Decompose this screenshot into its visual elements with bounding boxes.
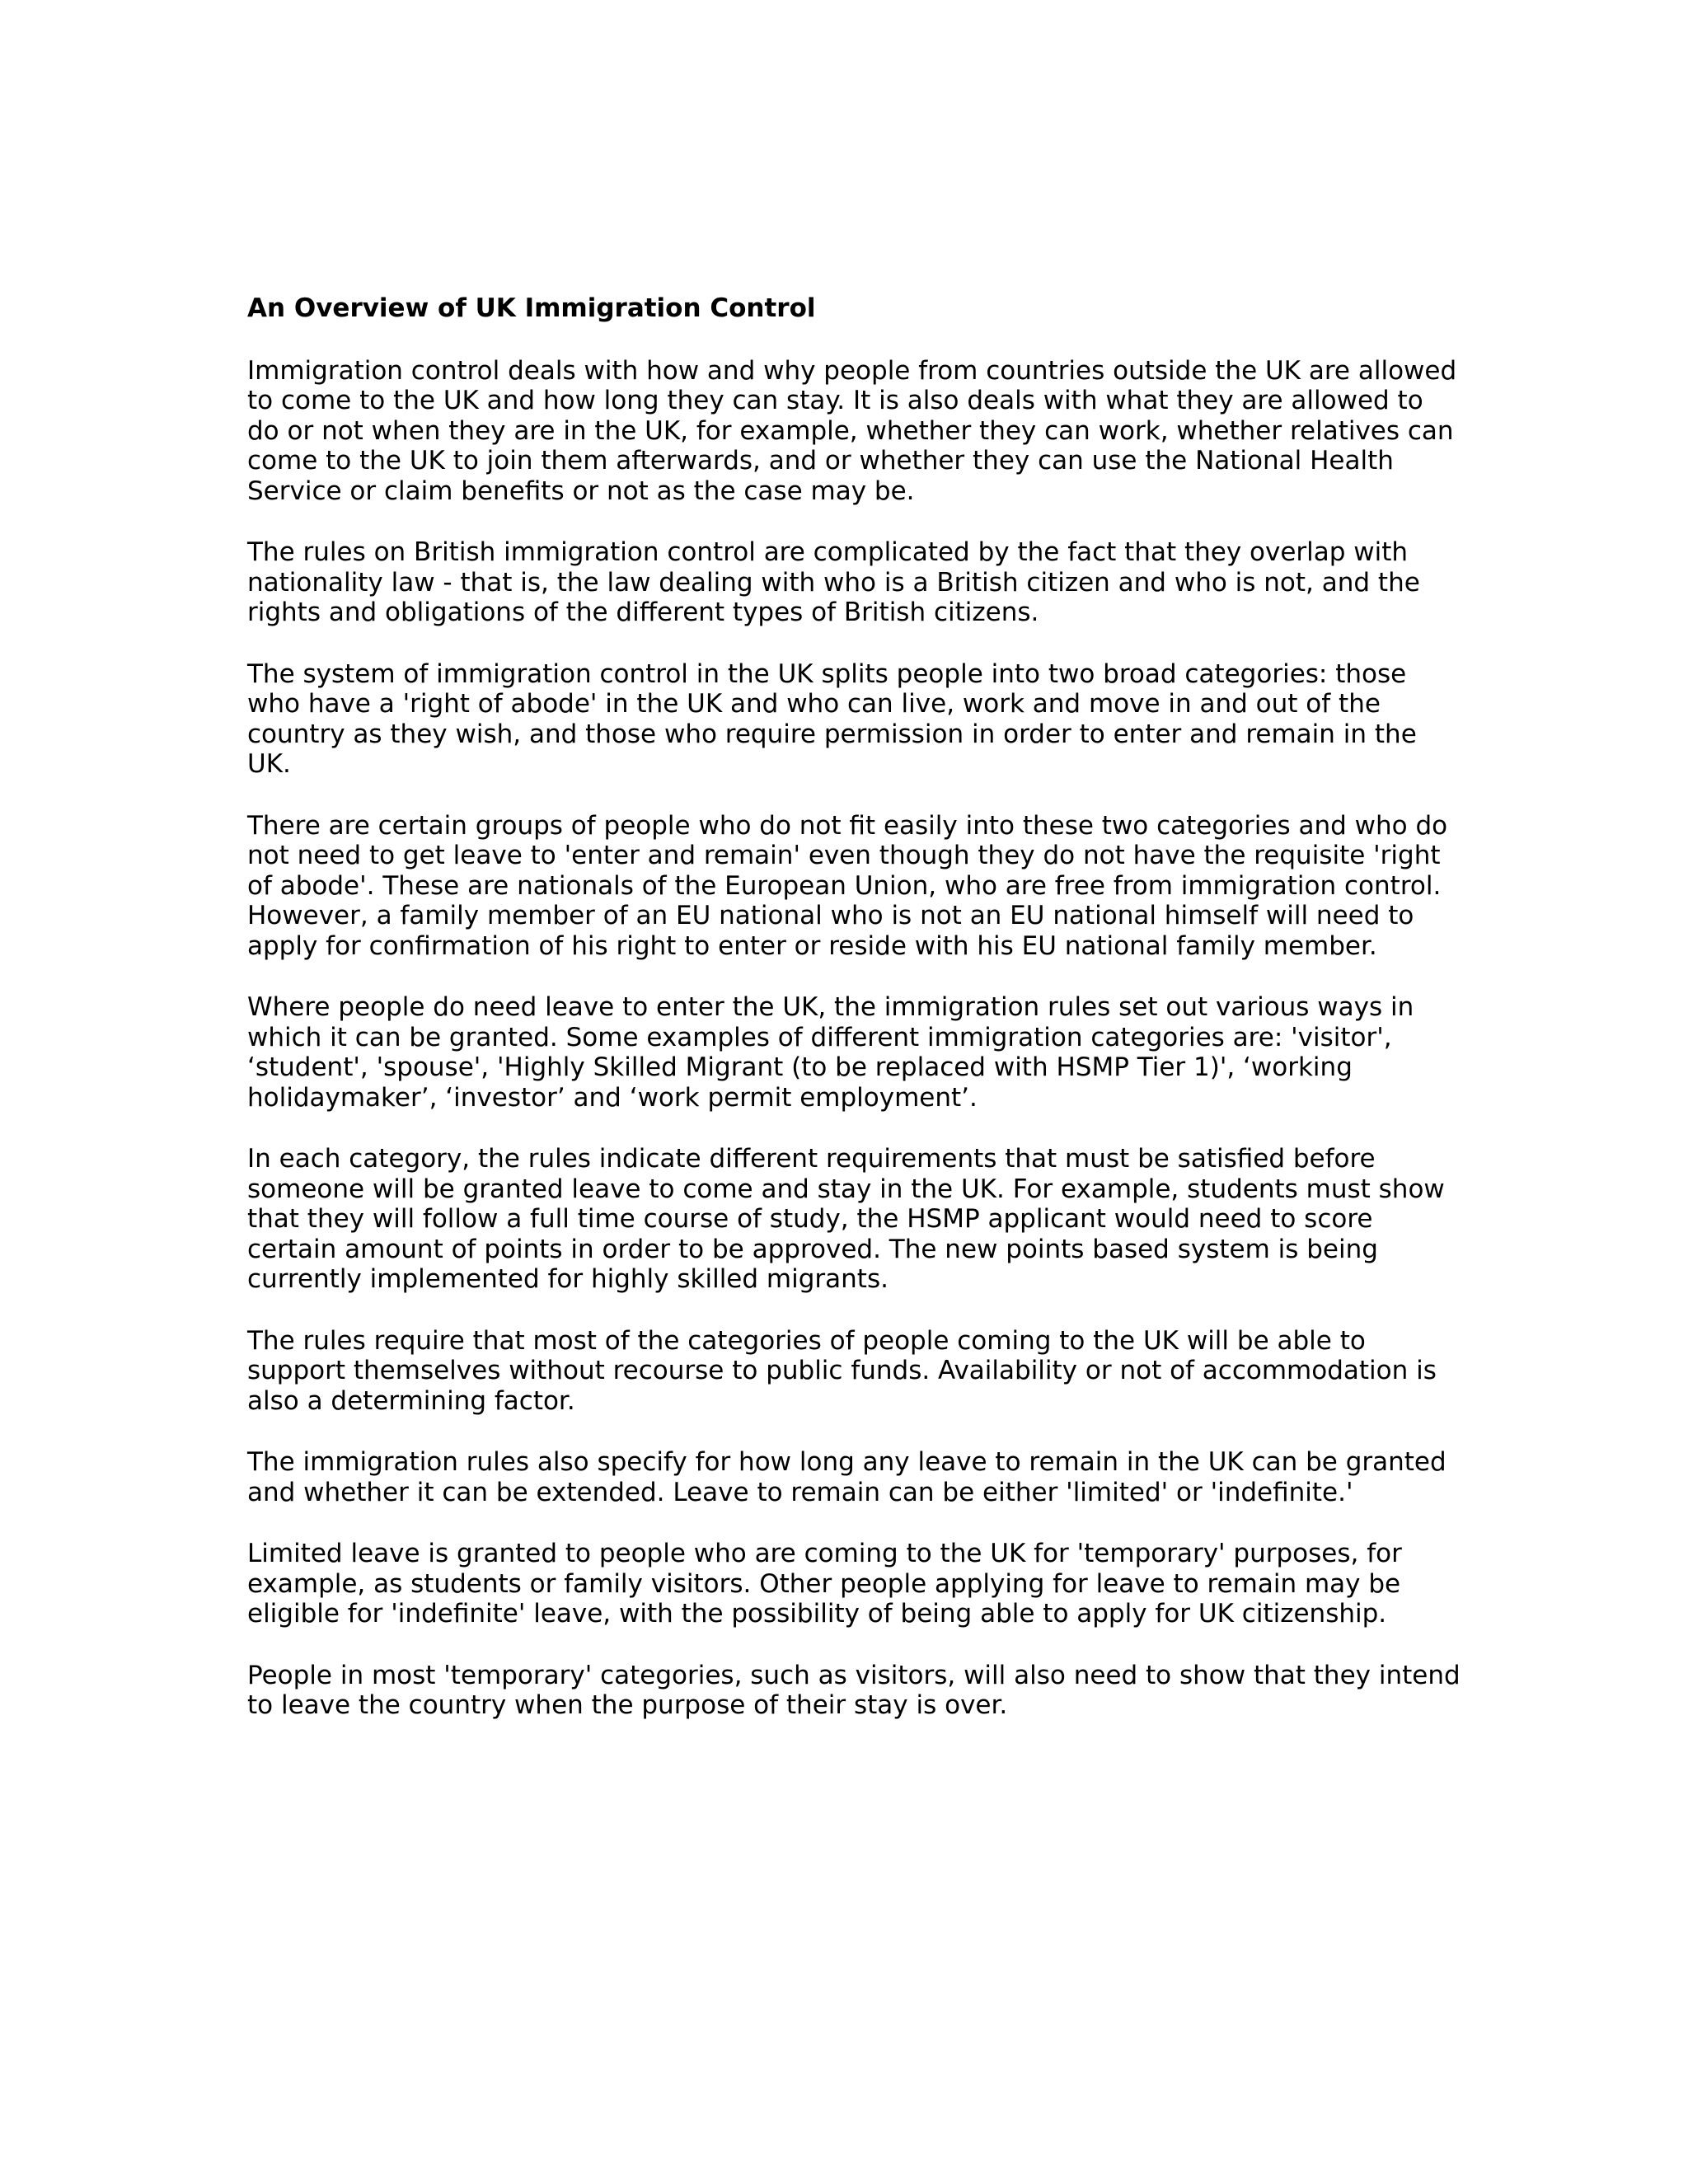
text-line: come to the UK to join them afterwards, and or whether they can use the National Health <box>247 446 1394 476</box>
text-line: example, as students or family visitors. Other people applying for leave to remain may be <box>247 1568 1401 1599</box>
text-line: Immigration control deals with how and why people from countries outside the UK are allowed <box>247 355 1457 386</box>
paragraph-two-categories <box>247 659 1442 780</box>
text-line: Limited leave is granted to people who are coming to the UK for 'temporary' purposes, for <box>247 1539 1402 1568</box>
text-line: There are certain groups of people who do not fit easily into these two categories and who do <box>247 810 1448 841</box>
document-body <box>247 293 1461 1752</box>
text-line: The immigration rules also specify for how long any leave to remain in the UK can be granted <box>247 1447 1447 1477</box>
paragraph-eu-nationals <box>247 810 1448 962</box>
text-line: to leave the country when the purpose of their stay is over. <box>247 1690 1008 1720</box>
text-line: UK. <box>247 749 291 779</box>
text-line: apply for confirmation of his right to enter or reside with his EU national family member. <box>247 930 1377 961</box>
document-title: An Overview of UK Immigration Control <box>247 293 816 323</box>
paragraph-public-funds <box>247 1326 1442 1417</box>
text-line: not need to get leave to 'enter and remain' even though they do not have the requisite 'right <box>247 841 1441 870</box>
text-line: nationality law - that is, the law dealing with who is a British citizen and who is not, and the <box>247 567 1420 598</box>
text-line: Service or claim benefits or not as the case may be. <box>247 476 915 506</box>
paragraph-immigration-categories <box>247 992 1442 1113</box>
paragraph-category-requirements <box>247 1144 1445 1295</box>
text-line: that they will follow a full time course of study, the HSMP applicant would need to score <box>247 1204 1373 1234</box>
text-line: who have a 'right of abode' in the UK and who can live, work and move in and out of the <box>247 689 1381 719</box>
text-line: certain amount of points in order to be approved. The new points based system is being <box>247 1234 1378 1264</box>
text-line: The rules on British immigration control are complicated by the fact that they overlap with <box>247 537 1409 567</box>
text-line: The system of immigration control in the UK splits people into two broad categories: those <box>247 658 1407 689</box>
paragraph-temporary-categories <box>247 1660 1461 1721</box>
paragraph-limited-leave <box>247 1539 1442 1629</box>
text-line: The rules require that most of the categories of people coming to the UK will be able to <box>247 1325 1366 1356</box>
paragraph-leave-duration <box>247 1447 1447 1507</box>
text-line: eligible for 'indefinite' leave, with the possibility of being able to apply for UK citizenship. <box>247 1599 1387 1629</box>
text-line: People in most 'temporary' categories, such as visitors, will also need to show that they intend <box>247 1660 1461 1690</box>
text-line: also a determining factor. <box>247 1385 575 1416</box>
text-line: ‘student', 'spouse', 'Highly Skilled Migrant (to be replaced with HSMP Tier 1)', ‘working <box>247 1052 1353 1082</box>
text-line: do or not when they are in the UK, for example, whether they can work, whether relatives can <box>247 415 1454 446</box>
text-line: support themselves without recourse to public funds. Availability or not of accommodation is <box>247 1356 1437 1385</box>
text-line: which it can be granted. Some examples of different immigration categories are: 'visitor', <box>247 1022 1392 1052</box>
paragraph-immigration-control <box>247 355 1457 507</box>
text-line: country as they wish, and those who require permission in order to enter and remain in the <box>247 719 1417 749</box>
text-line: In each category, the rules indicate different requirements that must be satisfied before <box>247 1144 1376 1174</box>
text-line: rights and obligations of the different types of British citizens. <box>247 598 1039 627</box>
text-line: someone will be granted leave to come and stay in the UK. For example, students must show <box>247 1174 1445 1204</box>
text-line: currently implemented for highly skilled migrants. <box>247 1264 889 1294</box>
text-line: However, a family member of an EU national who is not an EU national himself will need to <box>247 901 1414 930</box>
paragraph-nationality-law <box>247 537 1442 628</box>
text-line: holidaymaker’, ‘investor’ and ‘work permit employment’. <box>247 1082 978 1113</box>
text-line: of abode'. These are nationals of the European Union, who are free from immigration control. <box>247 870 1442 901</box>
text-line: to come to the UK and how long they can stay. It is also deals with what they are allowed to <box>247 386 1423 415</box>
text-line: Where people do need leave to enter the UK, the immigration rules set out various ways in <box>247 992 1414 1022</box>
text-line: and whether it can be extended. Leave to remain can be either 'limited' or 'indefinite.' <box>247 1477 1353 1507</box>
